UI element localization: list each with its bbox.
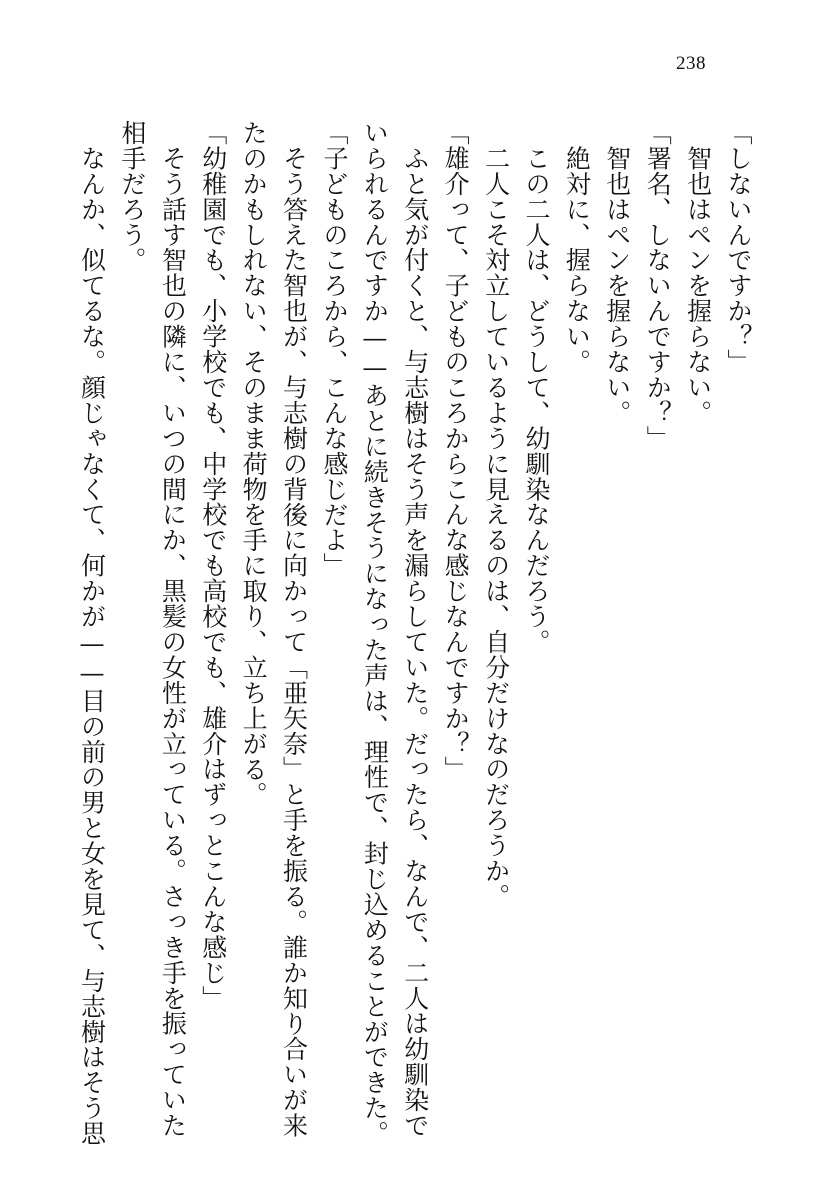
text-line: 智也はペンを握らない。 (602, 120, 632, 426)
text-line: 智也はペンを握らない。 (683, 120, 713, 426)
text-line: いられるんですか——あとに続きそうになった声は、理性で、封じ込めることができた。 (360, 120, 390, 1146)
text-line: 二人こそ対立しているように見えるのは、自分だけなのだろうか。 (481, 120, 511, 909)
page-number: 238 (676, 53, 706, 74)
text-line: 「署名、しないんですか？」 (643, 120, 673, 451)
text-line: なんか、似てるな。顔じゃなくて、何かが——目の前の男と女を見て、与志樹はそう思 (77, 120, 107, 1146)
text-line: 「幼稚園でも、小学校でも、中学校でも高校でも、雄介はずっとこんな感じ」 (198, 120, 228, 1011)
text-line: 「子どものころから、こんな感じだよ」 (319, 120, 349, 579)
text-line: 絶対に、握らない。 (562, 120, 592, 375)
text-line: そう答えた智也が、与志樹の背後に向かって「亜矢奈」と手を振る。誰か知り合いが来 (279, 120, 309, 1139)
text-line: たのかもしれない、そのまま荷物を手に取り、立ち上がる。 (239, 120, 269, 808)
text-line: この二人は、どうして、幼馴染なんだろう。 (521, 120, 551, 655)
text-line: ふと気が付くと、与志樹はそう声を漏らしていた。だったら、なんで、二人は幼馴染で (400, 120, 430, 1138)
vertical-text-body (58, 120, 758, 1146)
text-line: 「しないんですか？」 (724, 120, 753, 375)
text-line: そう話す智也の隣に、いつの間にか、黒髪の女性が立っている。さっき手を振っていた (158, 120, 188, 1138)
text-line: 「雄介って、子どものころからこんな感じなんですか？」 (441, 120, 471, 782)
text-line: 相手だろう。 (117, 120, 147, 273)
